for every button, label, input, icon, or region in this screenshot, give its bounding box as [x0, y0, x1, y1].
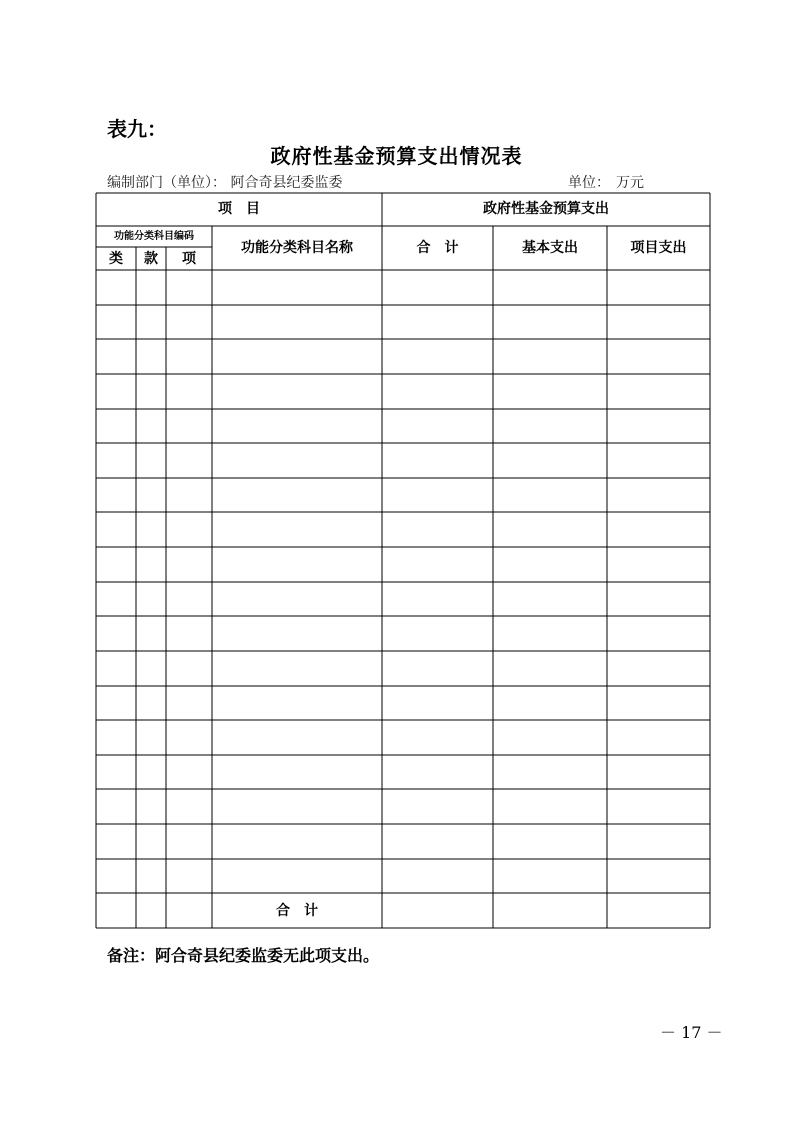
header-budget: 政府性基金预算支出: [483, 201, 609, 217]
header-lei: 类: [109, 251, 123, 267]
page-number: － 17 －: [660, 1023, 723, 1042]
department-name: 阿合奇县纪委监委: [230, 175, 343, 191]
unit-label: 单位：: [568, 175, 610, 191]
header-name: 功能分类科目名称: [241, 240, 353, 256]
page-title: 政府性基金预算支出情况表: [270, 144, 523, 168]
unit-value: 万元: [616, 175, 644, 191]
remarks: 备注：阿合奇县纪委监委无此项支出。: [107, 946, 380, 965]
header-total: 合 计: [416, 240, 459, 256]
department-label: 编制部门（单位）：: [107, 175, 226, 191]
table-label: 表九：: [107, 117, 167, 141]
header-project: 项目支出: [630, 240, 687, 256]
header-kuan: 款: [144, 251, 158, 267]
total-row-label: 合 计: [276, 903, 318, 919]
header-xiang: 项: [182, 251, 196, 267]
header-item: 项 目: [218, 201, 260, 217]
header-code: 功能分类科目编码: [114, 231, 194, 242]
header-basic: 基本支出: [522, 240, 578, 256]
